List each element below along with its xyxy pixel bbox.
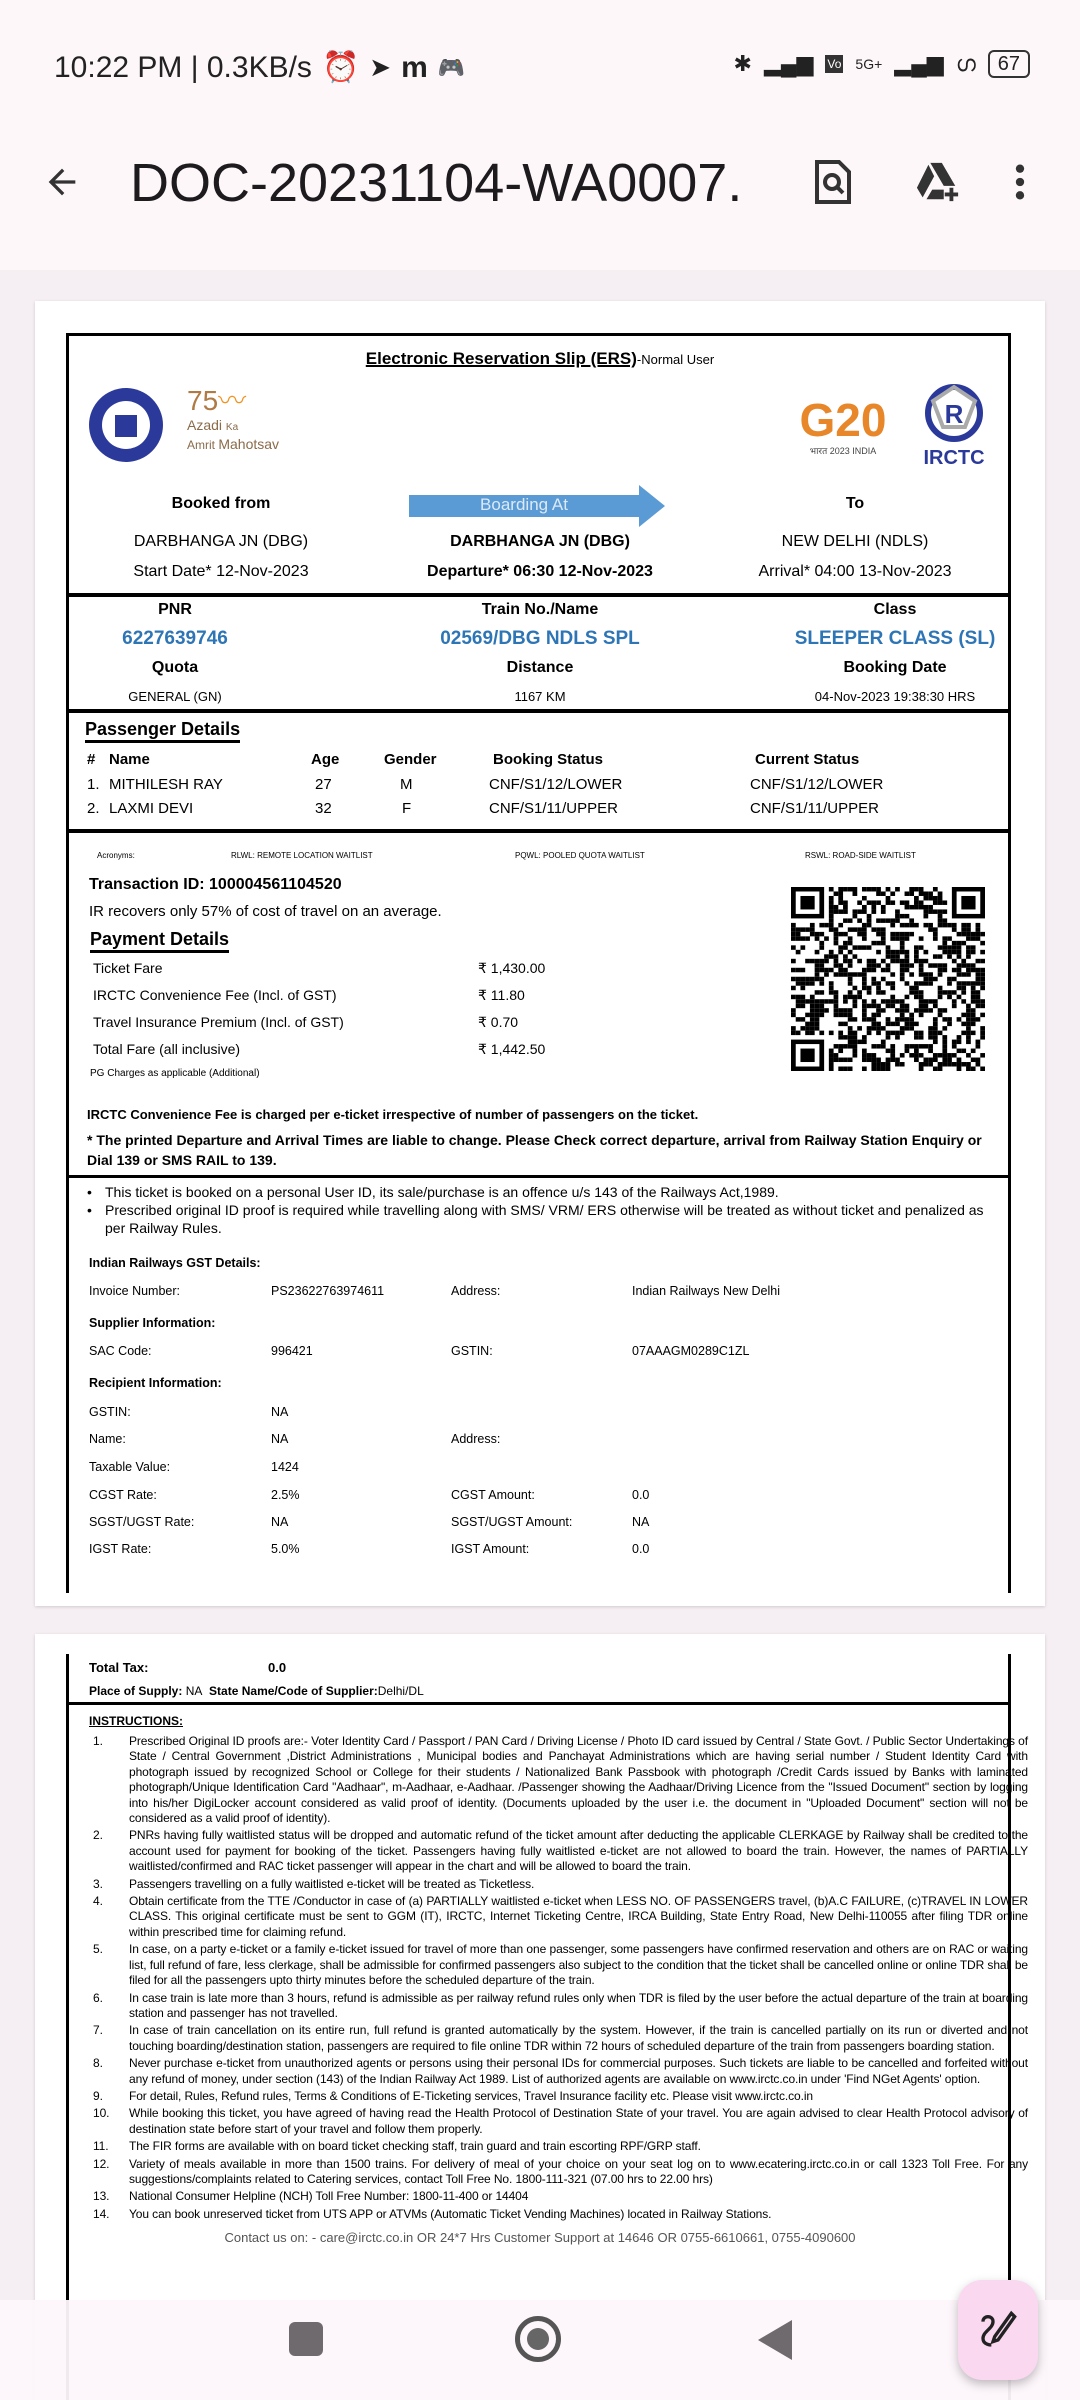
total-tax-value: 0.0 — [268, 1660, 287, 1675]
instruction-item: 6. In case train is late more than 3 hours, refund is admissible as per railway refund rules only when TDR is filed by the user before the actual departure of the train at boarding station and passenger has not travelled. — [93, 1990, 1028, 2020]
app-m-icon: m — [401, 50, 428, 84]
booking-date-label: Booking Date — [843, 659, 947, 676]
train-label: Train No./Name — [481, 601, 599, 618]
irctc-logo: R IRCTC — [913, 381, 995, 470]
battery-level: 67 — [988, 50, 1030, 78]
convenience-fee-note: IRCTC Convenience Fee is charged per e-ticket irrespective of number of passengers on the ticket. — [87, 1107, 699, 1122]
instructions-title: INSTRUCTIONS: — [89, 1714, 183, 1728]
instruction-item: 12. Variety of meals available in more than 1500 trains. For delivery of meal of your choice on your seat log on to www.ecatering.irctc.co.in or call 1323 Toll Free. For any suggestions/complaints related to Catering services, contact Toll Free No. 1800-111-321 (07.00 hrs to 22.00 hrs) — [93, 2156, 1028, 2186]
instruction-item: 10. While booking this ticket, you have agreed of having read the Health Protocol of Destination State of your travel. You are again advised to clear Health Protocol advisory of destination state before start of your travel and follow them properly. — [93, 2106, 1028, 2136]
train-value: 02569/DBG NDLS SPL — [440, 628, 640, 649]
recovery-note: IR recovers only 57% of cost of travel on an average. — [89, 903, 442, 920]
distance-label: Distance — [506, 659, 574, 676]
instruction-item: 9. For detail, Rules, Refund rules, Terms & Conditions of E-Ticketing services, Travel Insurance facility etc. Please visit www.irctc.co.in — [93, 2088, 813, 2103]
qr-code — [791, 887, 985, 1071]
instruction-item: 13. National Consumer Helpline (NCH) Toll Free Number: 1800-11-400 or 14404 — [93, 2189, 529, 2204]
instruction-item: 11. The FIR forms are available with on board ticket checking staff, train guard and train escorting RPF/GRP staff. — [93, 2139, 701, 2154]
pdf-page-2 — [35, 1634, 1045, 2400]
pdf-page-1: Electronic Reservation Slip (ERS)-Normal User 75〰 Azadi Ka Amrit Mahotsav G20 भारत 2023 INDIA R IRCTC Booked from Boarding At To DARBHANGA JN (DBG) Start Date* 12-Nov-2023 DARBHANGA JN (DBG) Departure* 06:30 12-Nov-2023 NEW DELHI (NDLS) Arrival* 04:00 13-Nov-2023 PNR 6227639746 Quota GENERAL (GN) Train No./Name 02569/DBG NDLS SPL Distance 1167 KM Class SLEEPER CLASS (SL) Booking Date 04-Nov-2023 19:38:30 HRS Passenger Details # Name Age Gender Booking Status Current Status 1. MITHILESH RAY 27 M CNF/S1/12/LOWER CNF/S1/12/LOWER 2. LAXMI DEVI 32 F CNF/S1/11/UPPER CNF/S1/11/UPPER Acronyms: RLWL: REMOTE LOCATION WAITLIST PQWL: POOLED QUOTA WAITLIST RSWL: ROAD-SIDE WAITLIST Transaction ID: 100004561104520 IR recovers only 57% of cost of travel on an average. Payment Details Ticket Fare ₹ 1,430.00 IRCTC Convenience Fee (Incl. of GST) ₹ 11.80 Travel Insurance Premium (Incl. of GST) ₹ 0.70 Total Fare (all inclusive) ₹ 1,442.50 PG Charges as applicable (Additional) IRCTC Convenience Fee is charged per e-ticket irrespective of number of passengers on the ticket. * The printed Departure and Arrival Times are liable to change. Please Check correct departure, arrival from Railway Station Enquiry or Dial 139 or SMS RAIL to 139. • This ticket is booked on a personal User ID, its sale/purchase is an offence u/s 143 of the Railways Act,1989. • Prescribed original ID proof is required while travelling along with SMS/ VRM/ ERS otherwise will be treated as without ticket and penalized as per Railway Rules. Indian Railways GST Details: Invoice Number: PS23622763974611 Address: Indian Railways New Delhi Supplier Information: SAC Code: 996421 GSTIN: 07AAAGM0289C1ZL Recipient Information: GSTIN: NA Name: NA Address: Taxable Value: 1424 CGST Rate: 2.5% CGST Amount: 0.0 SGST/UGST Rate: NA SGST/UGST Amount: NA IGST Rate: 5.0% IGST Amount: 0.0 — [35, 301, 1045, 1606]
home-circle-icon[interactable] — [515, 2316, 561, 2362]
volte-icon: Vo — [827, 57, 842, 71]
svg-text:R: R — [944, 399, 964, 429]
booked-from-label: Booked from — [171, 495, 271, 512]
divider — [66, 829, 1011, 833]
telegram-icon: ➤ — [369, 52, 392, 82]
azadi-ka-amrit-mahotsav-logo: 75〰 Azadi Ka Amrit Mahotsav — [187, 385, 280, 452]
divider — [66, 593, 1011, 597]
gamepad-icon: 🎮 — [437, 54, 466, 80]
quota-value: GENERAL (GN) — [128, 689, 222, 704]
ers-subtitle: -Normal User — [636, 352, 715, 367]
quota-label: Quota — [151, 659, 199, 676]
status-bar — [0, 0, 1080, 130]
to-label: To — [845, 495, 865, 512]
bullet-notes: • This ticket is booked on a personal User ID, its sale/purchase is an offence u/s 143 of the Railways Act,1989. • Prescribed original ID proof is required while travelling along with SMS/ VRM/ ERS otherwise will be treated as without ticket and penalized as per Railway Rules. — [87, 1184, 984, 1236]
payment-details-title: Payment Details — [90, 929, 229, 953]
instruction-item: 7. In case of train cancellation on its entire run, full refund is granted automatically by the system. However, if the train is cancelled partially on its run or diverted and not touching boarding/destination station, passengers are required to file online TDR within 72 hours of scheduled departure of the train from passengers boarding station. — [93, 2023, 1028, 2053]
g20-logo: G20 भारत 2023 INDIA — [799, 394, 887, 456]
hotspot-icon: ഗ — [955, 51, 976, 76]
indian-railways-logo — [87, 385, 165, 469]
start-date: Start Date* 12-Nov-2023 — [133, 563, 309, 580]
place-of-supply: Place of Supply: NA State Name/Code of Supplier:Delhi/DL — [89, 1684, 424, 1698]
boarding-at-arrow: Boarding At — [409, 485, 665, 527]
class-label: Class — [873, 601, 917, 618]
status-time: 10:22 PM | 0.3KB/s — [54, 50, 312, 84]
instruction-item: 14. You can book unreserved ticket from UTS APP or ATVMs (Automatic Ticket Vending Machines) located in Railway Stations. — [93, 2206, 772, 2221]
network-type: 5G+ — [855, 56, 883, 72]
edit-pen-icon — [978, 2308, 1018, 2352]
navigation-bar — [0, 2300, 1080, 2400]
recents-square-icon[interactable] — [289, 2322, 323, 2356]
distance-value: 1167 KM — [514, 689, 566, 704]
booking-date-value: 04-Nov-2023 19:38:30 HRS — [814, 689, 976, 704]
passenger-details-title: Passenger Details — [85, 719, 240, 743]
booked-from-station: DARBHANGA JN (DBG) — [133, 533, 309, 550]
pnr-label: PNR — [158, 601, 192, 618]
drive-add-icon[interactable] — [908, 152, 968, 212]
bluetooth-icon: ✱ — [733, 51, 752, 76]
search-document-icon[interactable] — [803, 152, 863, 212]
divider — [66, 1702, 1011, 1705]
edit-fab-button[interactable] — [958, 2280, 1038, 2380]
instructions-list — [93, 1734, 1028, 2224]
alarm-icon: ⏰ — [321, 51, 360, 84]
back-triangle-icon[interactable] — [758, 2320, 792, 2365]
more-vert-icon[interactable] — [1000, 152, 1040, 212]
departure-time: Departure* 06:30 12-Nov-2023 — [427, 563, 653, 580]
signal-icon-2: ▂▄▆ — [894, 51, 944, 76]
instruction-item: 4. Obtain certificate from the TTE /Conductor in case of (a) PARTIALLY waitlisted e-ticket when LESS NO. OF PASSENGERS travel, (b)A.C FAILURE, (c)TRAVEL IN LOWER CLASS. This original certificate must be sent to GGM (IT), IRCTC, Internet Ticketing Centre, IRCA Building, State Entry Road, New Delhi-110055 after filing TDR online within prescribed time for claiming refund. — [93, 1894, 1028, 1939]
contact-footer: Contact us on: - care@irctc.co.in OR 24*7 Hrs Customer Support at 14646 OR 0755-6610661, 0755-4090600 — [224, 2230, 856, 2245]
instruction-item: 1. Prescribed Original ID proofs are:- Voter Identity Card / Passport / PAN Card / Driving License / Photo ID card issued by Central / State Govt. / Public Sector Undertakings of State / Central Government ,District Administrations , Municipal bodies and Panchayat Administrations which are having serial number / Student Identity Card with photograph issued by recognized School or College for their students / Nationalized Bank Passbook with photograph /Credit Cards issued by Banks with laminated photograph/Unique Identification Card "Aadhaar", m-Aadhaar, e-Aadhaar. /Passenger showing the Aadhaar/Driving Licence from the "Issued Document" section by logging into his/her DigiLocker account considered as valid proof of identity. (Documents uploaded by the user i.e. the document in "Uploaded Document" section will not be considered as a valid proof of identity). — [93, 1734, 1028, 1826]
divider — [66, 709, 1011, 713]
ers-heading — [35, 349, 1045, 369]
app-bar — [0, 130, 1080, 270]
back-arrow-icon[interactable] — [32, 152, 92, 212]
document-title: DOC-20231104-WA0007. — [130, 153, 743, 213]
transaction-id: Transaction ID: 100004561104520 — [89, 876, 342, 893]
signal-icon: ▂▄▆ — [763, 51, 814, 76]
total-tax-label: Total Tax: — [89, 1660, 149, 1675]
pnr-value: 6227639746 — [122, 628, 228, 649]
destination-station: NEW DELHI (NDLS) — [781, 533, 929, 550]
instruction-item: 2. PNRs having fully waitlisted status will be dropped and automatic refund of the ticket amount after deducting the applicable CLERKAGE by Railway shall be credited to the account used for payment for booking of the ticket. Passengers having fully waitlisted e-ticket are not allowed to board the train. However, the names of PARTIALLY waitlisted/confirmed and RAC ticket passenger will appear in the chart and will be allowed to board the train. — [93, 1828, 1028, 1874]
instruction-item: 5. In case, on a party e-ticket or a family e-ticket issued for travel of more than one passenger, some passengers have confirmed reservation and others are on RAC or waiting list, full refund of fare, less clerkage, shall be admissible for confirmed passengers also subject to the condition that the ticket shall be cancelled online or online TDR shall be filed for all the passengers upto thirty minutes before the scheduled departure of the train. — [93, 1942, 1028, 1988]
pg-charges-note: PG Charges as applicable (Additional) — [90, 1068, 260, 1079]
arrival-time: Arrival* 04:00 13-Nov-2023 — [758, 563, 952, 580]
ers-title: Electronic Reservation Slip (ERS) — [365, 349, 637, 368]
boarding-station: DARBHANGA JN (DBG) — [450, 533, 630, 550]
instruction-item: 8. Never purchase e-ticket from unauthorized agents or persons using their personal IDs for commercial purposes. Such tickets are liable to be cancelled and forfeited without any refund of money, under section (143) of the Indian Railway Act 1989. List of authorized agents are available on www.irctc.co.in under 'Find NGet Agents' option. — [93, 2056, 1028, 2086]
class-value: SLEEPER CLASS (SL) — [794, 628, 996, 649]
times-note: * The printed Departure and Arrival Times are liable to change. Please Check correct departure, arrival from Railway Station Enquiry or Dial 139 or SMS RAIL to 139. — [87, 1132, 982, 1168]
divider — [66, 1175, 1011, 1178]
instruction-item: 3. Passengers travelling on a fully waitlisted e-ticket will be treated as Ticketless. — [93, 1876, 535, 1891]
